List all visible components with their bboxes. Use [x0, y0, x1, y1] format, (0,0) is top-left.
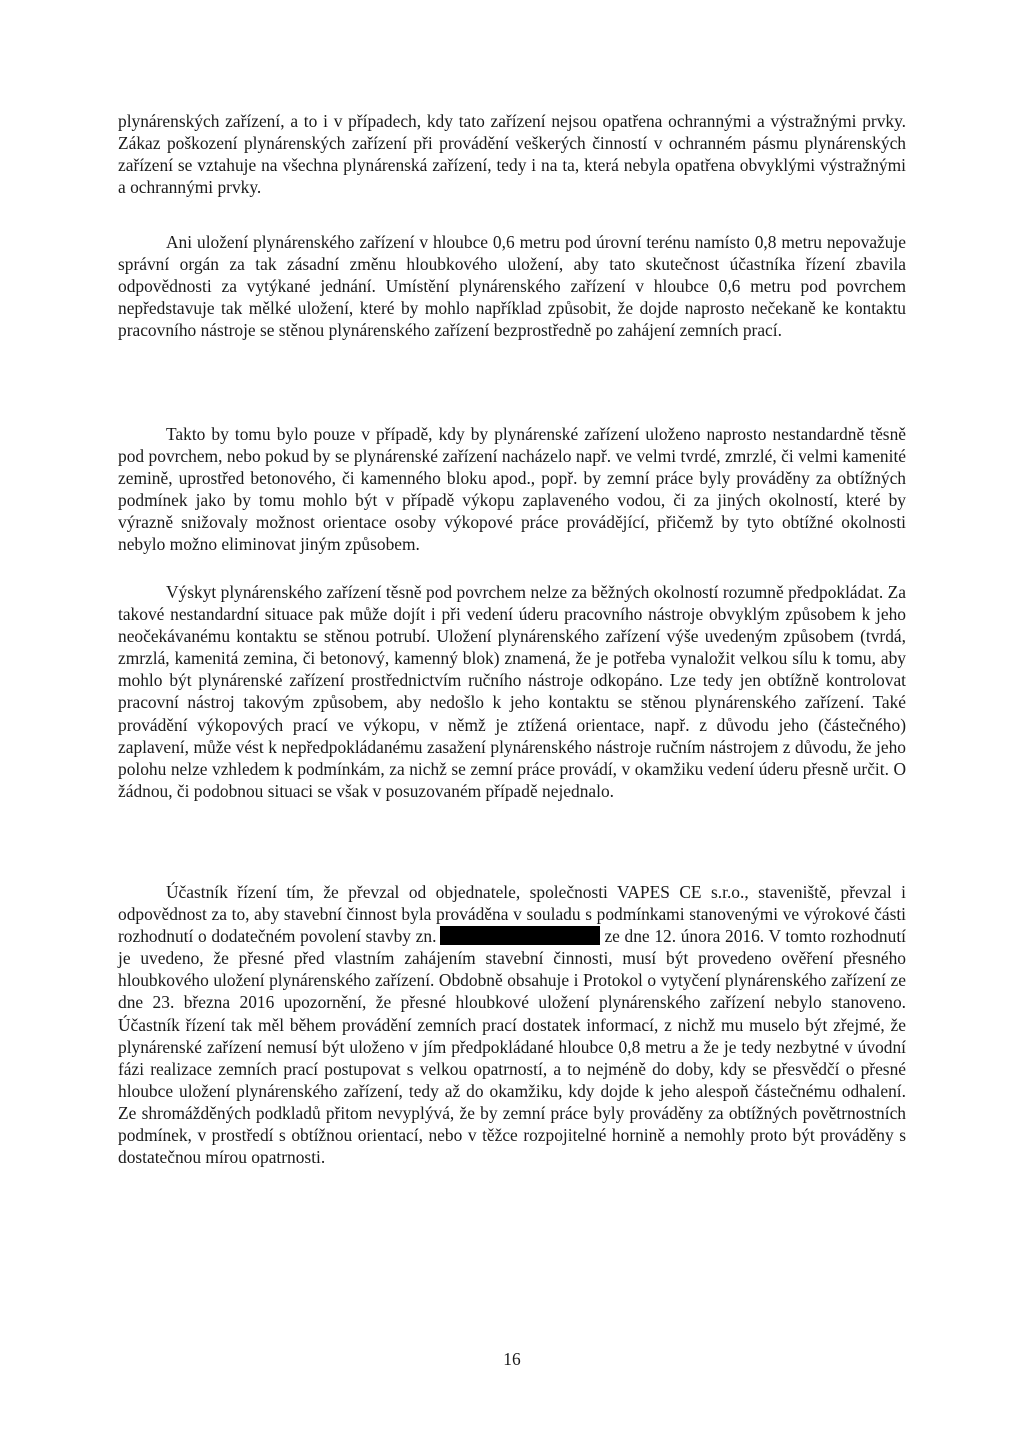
- paragraph-participant-responsibility: [118, 881, 906, 1168]
- redaction-box: [440, 926, 600, 945]
- paragraph-continuation: [118, 110, 906, 198]
- page-number: 16: [503, 1349, 521, 1369]
- paragraph-text: [118, 881, 906, 1168]
- paragraph-nonstandard-conditions: [118, 423, 906, 556]
- paragraph-text-after-redaction: ze dne 12. února 2016. V tomto rozhodnutí je uvedeno, že přesné před vlastním zahájením stavební činnosti, musí být provedeno ověření přesného hloubkového uložení plynárenského zařízení. Obdobně obsahuje i Protokol o vytyčení plynárenského zařízení ze dne 23. března 2016 upozornění, že přesné hloubkové uložení plynárenského zařízení nebylo stanoveno. Účastník řízení tak měl během provádění zemních prací dostatek informací, z nichž mu muselo být zřejmé, že plynárenské zařízení nemusí být uloženo v jím předpokládané hloubce 0,8 metru a že je tedy nezbytné v úvodní fázi realizace zemních prací postupovat s velkou opatrností, a to nejméně do doby, kdy se přesvědčí o přesné hloubce uložení plynárenského zařízení, tedy až do okamžiku, kdy dojde k jeho alespoň částečnému odhalení. Ze shromážděných podkladů přitom nevyplývá, že by zemní práce byly prováděny za obtížných povětrnostních podmínek, v prostředí s obtížnou orientací, nebo v těžce rozpojitelné hornině a nemohly proto být prováděny s dostatečnou mírou opatrnosti.: [118, 926, 906, 1168]
- paragraph-text: plynárenských zařízení, a to i v případech, kdy tato zařízení nejsou opatřena ochrannými a výstražnými prvky. Zákaz poškození plynárenských zařízení při provádění veškerých činností v ochranném pásmu plynárenských zařízení se vztahuje na všechna plynárenská zařízení, tedy i na ta, která nebyla opatřena obvyklými výstražnými a ochrannými prvky.: [118, 111, 906, 198]
- paragraph-surface-occurrence: [118, 581, 906, 802]
- paragraph-depth-assessment: [118, 231, 906, 341]
- paragraph-text: Ani uložení plynárenského zařízení v hloubce 0,6 metru pod úrovní terénu namísto 0,8 metru nepovažuje správní orgán za tak zásadní změnu hloubkového uložení, aby tato skutečnost účastníka řízení zbavila odpovědnosti za vytýkané jednání. Umístění plynárenského zařízení v hloubce 0,6 metru pod povrchem nepředstavuje tak mělké uložení, které by mohlo například způsobit, že dojde naprosto nečekaně ke kontaktu pracovního nástroje se stěnou plynárenského zařízení bezprostředně po zahájení zemních prací.: [118, 232, 906, 341]
- paragraph-text: Takto by tomu bylo pouze v případě, kdy by plynárenské zařízení uloženo naprosto nestandardně těsně pod povrchem, nebo pokud by se plynárenské zařízení nacházelo např. ve velmi tvrdé, zmrzlé, či velmi kamenité zemině, uprostřed betonového, či kamenného bloku apod., popř. by zemní práce byly prováděny za obtížných podmínek jako by tomu mohlo být v případě výkopu zaplaveného vodou, či za jiných okolností, které by výrazně snižovaly možnost orientace osoby výkopové práce provádějící, přičemž by tyto obtížné okolnosti nebylo možno eliminovat jiným způsobem.: [118, 424, 906, 555]
- paragraph-text-before-redaction: Účastník řízení tím, že převzal od objednatele, společnosti VAPES CE s.r.o., staveniště, převzal i odpovědnost za to, aby stavební činnost byla prováděna v souladu s podmínkami stanovenými ve výrokové části rozhodnutí o dodatečném povolení stavby zn.: [118, 882, 906, 947]
- paragraph-text: Výskyt plynárenského zařízení těsně pod povrchem nelze za běžných okolností rozumně předpokládat. Za takové nestandardní situace pak může dojít i při vedení úderu pracovního nástroje obvyklým způsobem k jeho neočekávanému kontaktu se stěnou potrubí. Uložení plynárenského zařízení výše uvedeným způsobem (tvrdá, zmrzlá, kamenitá zemina, či betonový, kamenný blok) znamená, že je potřeba vynaložit velkou sílu k tomu, aby mohlo být plynárenské zařízení prostřednictvím ručního nástroje odkopáno. Lze tedy jen obtížně kontrolovat pracovní nástroj takovým způsobem, aby nedošlo k jeho kontaktu se stěnou plynárenského zařízení. Také provádění výkopových prací ve výkopu, v němž je ztížená orientace, např. z důvodu jeho (částečného) zaplavení, může vést k nepředpokládanému zasažení plynárenského nástroje ručním nástrojem z důvodu, že jeho polohu nelze vzhledem k podmínkám, za nichž se zemní práce provádí, v okamžiku vedení úderu přesně určit. O žádnou, či podobnou situaci se však v posuzovaném případě nejednalo.: [118, 582, 906, 801]
